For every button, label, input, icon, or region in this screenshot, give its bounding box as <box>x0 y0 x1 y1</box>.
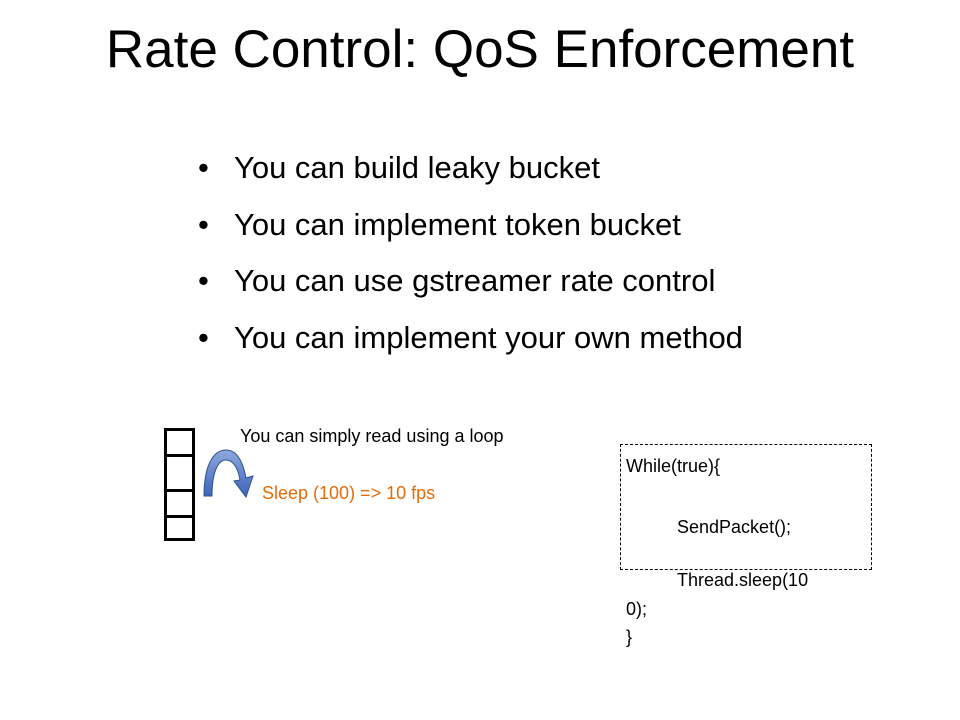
buffer-cell <box>164 515 195 541</box>
curved-loop-arrow-icon <box>200 444 258 500</box>
code-line: While(true){ <box>626 456 721 476</box>
sleep-label: Sleep (100) => 10 fps <box>262 483 436 503</box>
bullet-item <box>196 152 743 186</box>
bullet-marker: • <box>198 319 209 355</box>
code-line: SendPacket(); <box>677 517 792 537</box>
bullet-item <box>196 265 743 299</box>
buffer-cell <box>164 454 195 492</box>
loop-caption: You can simply read using a loop <box>240 426 504 446</box>
bullet-text: You can build leaky bucket <box>234 150 600 185</box>
code-line: } <box>626 627 633 647</box>
buffer-cell <box>164 428 195 457</box>
bullet-item <box>196 319 743 356</box>
bullet-text: You can use gstreamer rate control <box>234 263 716 298</box>
code-line: Thread.sleep(10 <box>677 570 809 590</box>
bullet-item <box>196 206 743 243</box>
slide-title: Rate Control: QoS Enforcement <box>105 20 855 79</box>
packet-buffer-stack <box>164 428 195 538</box>
bullet-marker: • <box>198 206 209 242</box>
bullet-list <box>196 152 743 378</box>
code-line: 0); <box>626 599 648 619</box>
bullet-text: You can implement token bucket <box>234 206 681 242</box>
bullet-text: You can implement your own method <box>234 319 743 355</box>
bullet-marker: • <box>198 150 209 185</box>
bullet-marker: • <box>198 263 209 298</box>
buffer-cell <box>164 489 195 518</box>
